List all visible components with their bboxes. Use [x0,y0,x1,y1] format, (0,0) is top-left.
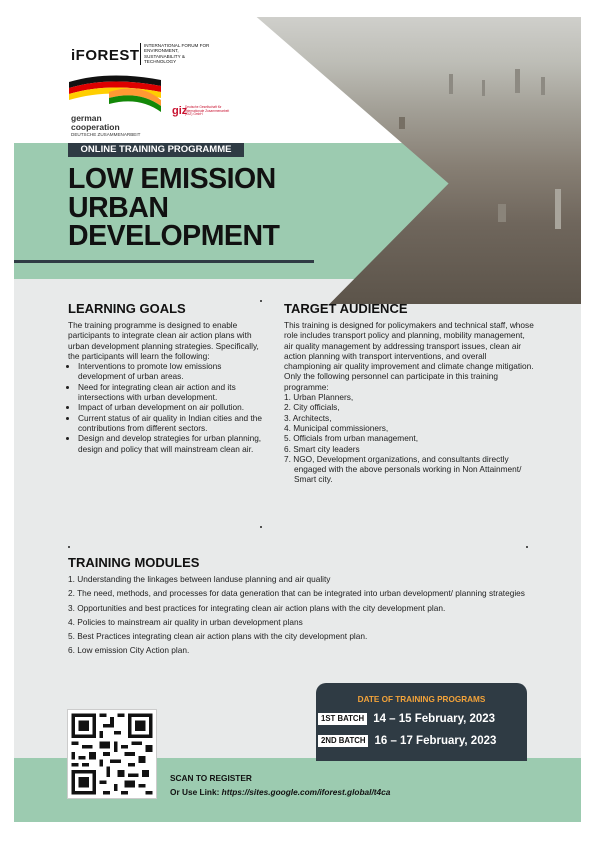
giz-logo-subtitle: Deutsche Gesellschaft für Internationale Zusammenarbeit (GIZ) GmbH [185,105,230,117]
training-modules-section [68,555,568,660]
list-item: 4. Policies to mainstream air quality in urban development plans [68,616,303,627]
decorative-dot [68,546,70,548]
learning-goals-heading: LEARNING GOALS [68,301,186,316]
scan-to-register-label: SCAN TO REGISTER [170,773,252,783]
list-item: 7. NGO, Development organizations, and consultants directly engaged with the above personals working in Non Attainment/ Smart city. [284,453,522,485]
list-item: 3. Architects, [284,412,332,423]
training-modules-list [68,574,568,656]
target-audience-intro: This training is designed for policymakers and technical staff, whose role includes transport policy and planning, mobility management, air quality management by addressing transport issues, clean air action planning with transport interventions, and overall championing air quality improvement and climate change mitigation. Only the following personnel can participate in this training programme: [284,320,534,392]
list-item: 5. Best Practices integrating clean air action plans with the city development plan. [68,631,368,642]
batch-1-date: 14 – 15 February, 2023 [373,713,496,725]
programme-label: ONLINE TRAINING PROGRAMME [68,143,244,157]
decorative-dot [526,546,528,548]
registration-link-line [170,787,390,797]
registration-qr-code[interactable] [67,709,157,799]
list-item: 3. Opportunities and best practices for integrating clean air action plans with the city development plan. [68,602,446,613]
list-item: 2. City officials, [284,402,340,413]
batch-2-date: 16 – 17 February, 2023 [374,735,497,747]
batch-1-label: 1ST BATCH [318,713,367,725]
batch-2-label: 2ND BATCH [318,735,368,747]
target-audience-heading: TARGET AUDIENCE [284,301,408,316]
learning-goals-section [68,301,268,454]
list-item: • Design and develop strategies for urban planning, design and policy that will mainstream clean air. [78,433,268,454]
training-dates-box [316,683,527,761]
decorative-dot [260,300,262,302]
list-item: • Need for integrating clean air action and its intersections with urban development. [78,382,268,403]
batch-1-row [318,713,495,725]
batch-2-row [318,735,496,747]
giz-logo: giz [172,105,188,117]
decorative-dot [260,526,262,528]
list-item: • Interventions to promote low emissions development of urban areas. [78,361,268,382]
list-item: 6. Low emission City Action plan. [68,645,190,656]
learning-goals-intro: The training programme is designed to enable participants to integrate clean air action plans with urban development planning strategies. Specifically, the participants will learn the following: [68,320,259,361]
list-item: 2. The need, methods, and processes for data generation that can be integrated into urban development/ planning strategies [68,588,525,599]
german-cooperation-logo [69,74,161,112]
list-item: 4. Municipal commissioners, [284,422,389,433]
dates-heading: DATE OF TRAINING PROGRAMS [357,695,486,704]
title-divider [14,260,314,263]
iforest-logo: iFOREST [71,47,140,64]
list-item: • Current status of air quality in Indian cities and the contributions from different sectors. [78,413,268,434]
iforest-logo-subtitle: INTERNATIONAL FORUM FOR ENVIRONMENT, SUSTAINABILITY & TECHNOLOGY [140,43,214,65]
list-item: • Impact of urban development on air pollution. [78,402,268,412]
list-item: 1. Urban Planners, [284,392,354,403]
german-cooperation-text: german cooperation [71,113,120,132]
training-modules-heading: TRAINING MODULES [68,555,200,570]
flyer-page [14,17,581,822]
list-item: 1. Understanding the linkages between landuse planning and air quality [68,574,331,584]
learning-goals-list [68,361,268,454]
target-audience-list [284,392,534,485]
registration-link[interactable]: https://sites.google.com/iforest.global/t4ca [221,787,391,797]
registration-link-prefix: Or Use Link: [170,787,222,797]
list-item: 6. Smart city leaders [284,443,360,454]
german-cooperation-subtitle: DEUTSCHE ZUSAMMENARBEIT [71,132,141,137]
page-title: LOW EMISSION URBAN DEVELOPMENT [68,163,280,252]
target-audience-section [284,301,534,485]
list-item: 5. Officials from urban management, [284,433,419,444]
